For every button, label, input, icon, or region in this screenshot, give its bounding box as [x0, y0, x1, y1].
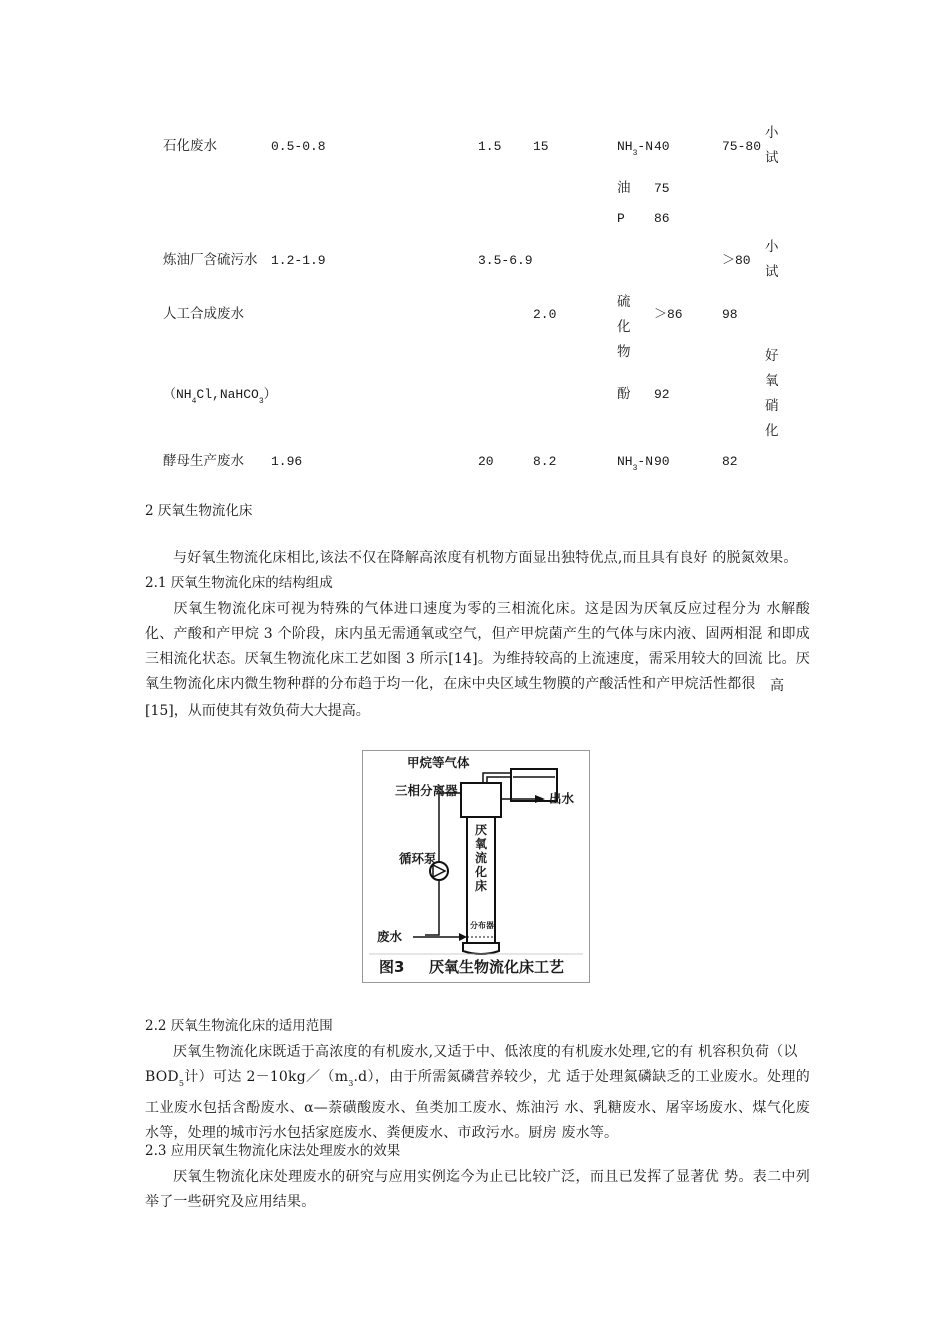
- table-cell-item: P: [617, 211, 625, 226]
- table-cell-item: $NH_3-N$: [617, 454, 654, 473]
- table-cell-item: 酚: [617, 386, 631, 402]
- table-cell: 1.5: [478, 139, 502, 154]
- table-cell-item: $NH_3-N$: [617, 139, 654, 158]
- table-cell: 15: [533, 139, 549, 154]
- section-heading: 2.2 厌氧生物流化床的适用范围: [145, 1018, 333, 1034]
- table-cell: ＞86: [654, 307, 683, 322]
- distributor-label: 分布器: [470, 920, 494, 930]
- figure-caption-number: 图3: [379, 958, 405, 976]
- table-cell: 20: [478, 454, 494, 469]
- section-heading: 2.3 应用厌氧生物流化床法处理废水的效果: [145, 1143, 401, 1159]
- paragraph: 厌氧生物流化床处理废水的研究与应用实例迄今为止已比较广泛，而且已发挥了显著优 势。表二中列举了一些研究及应用结果。: [145, 1169, 810, 1210]
- table-cell: ＞80: [722, 253, 751, 268]
- table-cell: 3.5-6.9: [478, 253, 533, 268]
- table-cell: 1.2-1.9: [271, 253, 326, 268]
- inlet-label: 废水: [377, 929, 403, 944]
- table-cell-item: 硫化物: [617, 294, 631, 360]
- arrow-right-icon: [459, 933, 467, 941]
- pump-label: 循环泵: [399, 851, 437, 866]
- table-cell: 8.2: [533, 454, 557, 469]
- table-cell: 0.5-0.8: [271, 139, 326, 154]
- table-cell: 75: [654, 181, 670, 196]
- paragraph: 与好氧生物流化床相比,该法不仅在降解高浓度有机物方面显出独特优点,而且具有良好 的脱氮效果。: [173, 550, 798, 566]
- table-cell-name: 石化废水: [163, 138, 217, 154]
- table-cell: 82: [722, 454, 738, 469]
- figure-3: [362, 750, 590, 983]
- table-cell: 75-80: [722, 139, 762, 154]
- table-cell: 90: [654, 454, 670, 469]
- paragraph-line: [15]，从而使其有效负荷大大提高。: [145, 703, 370, 719]
- table-cell-name: $(NH_4Cl,NaHCO_3)$: [163, 387, 277, 406]
- separator-label: 三相分离器: [395, 783, 458, 798]
- table-cell: 98: [722, 307, 738, 322]
- table-cell: 92: [654, 387, 670, 402]
- table-cell: 2.0: [533, 307, 557, 322]
- paragraph-fragment: 高: [770, 678, 784, 694]
- section-heading: 2 厌氧生物流化床: [145, 503, 253, 519]
- outlet-label: 出水: [549, 791, 575, 806]
- separator-head: [461, 783, 501, 817]
- paragraph: 厌氧生物流化床既适于高浓度的有机废水,又适于中、低浓度的有机废水处理,它的有 机容积负荷（以 $BOD_5$计）可达 $2-10kg/(m_3.d)$，由于所需氮磷营养较少，尤 适于处理氮磷缺乏的工业废水。处理的工业废水包括含酚废水、α—萘磺酸废水、鱼类加工废水、炼油污 水、乳糖废水、屠宰场废水、煤气化废水等，处理的城市污水包括家庭废水、粪便废水、市政污水。厨房 废水等。: [145, 1044, 810, 1141]
- table-cell-name: 酵母生产废水: [163, 453, 244, 469]
- table-cell: 1.96: [271, 454, 303, 469]
- table-cell: 86: [654, 211, 670, 226]
- figure-caption-text: 厌氧生物流化床工艺: [429, 958, 565, 976]
- table-cell-note: 小试: [765, 125, 779, 166]
- section-heading: 2.1 厌氧生物流化床的结构组成: [145, 575, 333, 591]
- table-cell: 40: [654, 139, 670, 154]
- gas-label: 甲烷等气体: [407, 755, 470, 770]
- bed-label: 厌氧流化床: [475, 823, 488, 893]
- table-cell-name: 炼油厂含硫污水: [163, 252, 258, 268]
- table-cell-name: 人工合成废水: [163, 306, 244, 322]
- table-cell-note: 好氧硝化: [765, 348, 779, 439]
- table-cell-item: 油: [617, 180, 631, 196]
- table-cell-note: 小试: [765, 239, 779, 280]
- paragraph: 厌氧生物流化床可视为特殊的气体进口速度为零的三相流化床。这是因为厌氧反应过程分为 水解酸化、产酸和产甲烷 3 个阶段，床内虽无需通氧或空气，但产甲烷菌产生的气体与床内液、固两相混 和即成三相流化状态。厌氧生物流化床工艺如图 3 所示[14]。为维持较高的上流速度，需采用较大的回流 比。厌氧生物流化床内微生物种群的分布趋于均一化，在床中央区域生物膜的产酸活性和产甲烷活性都很: [145, 601, 810, 692]
